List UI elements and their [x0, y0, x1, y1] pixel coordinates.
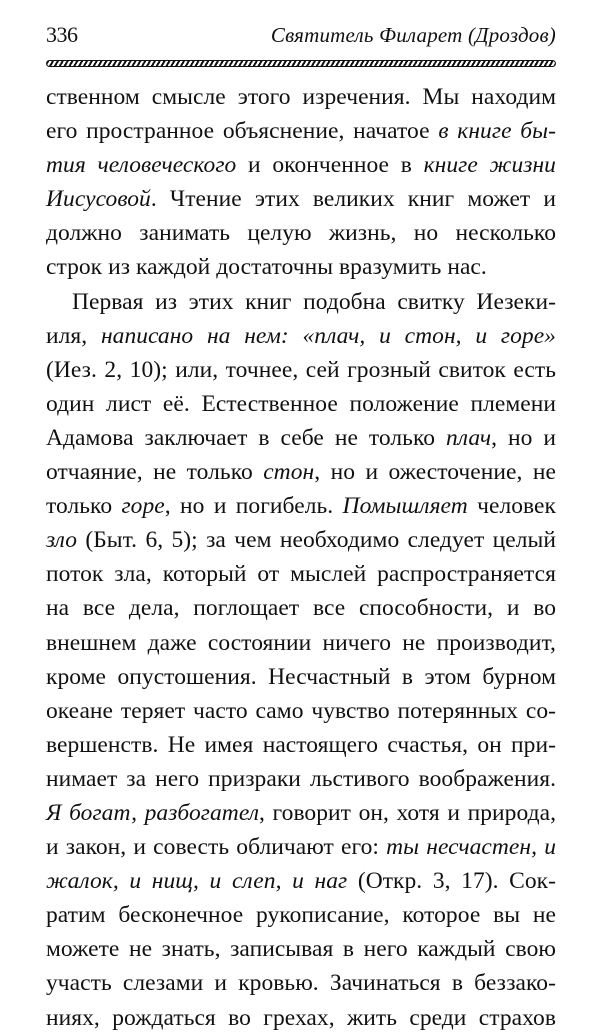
text-line	[46, 353, 556, 387]
italic-run: в книге бы-	[438, 118, 557, 145]
text-line	[46, 182, 556, 216]
text-run: внешнем даже состоянии ничего не производит,	[46, 629, 556, 656]
page-header	[46, 22, 556, 52]
text-line	[46, 421, 556, 455]
text-run: , но и погибель.	[164, 493, 343, 520]
text-run: участь слезами и кровью. Зачинаться в беззако-	[46, 970, 556, 997]
text-run: Адамова заключает в себе не только	[46, 424, 446, 451]
text-line	[46, 898, 556, 932]
text-run: один лист её. Естественное положение племени	[46, 390, 556, 417]
text-run: иля,	[46, 322, 101, 349]
text-line	[46, 796, 556, 830]
text-line	[46, 762, 556, 796]
text-line	[46, 694, 556, 728]
text-run: человек	[467, 493, 556, 520]
italic-run: тия человеческого	[46, 152, 237, 179]
text-line	[46, 489, 556, 523]
text-run: кроме опустошения. Несчастный в этом бурном	[46, 663, 556, 690]
italic-run: ты несчастен, и	[386, 834, 556, 861]
text-run: (Иез. 2, 10); или, точнее, сей грозный свиток есть	[46, 356, 556, 383]
text-run: отчаяние, не только	[46, 459, 264, 486]
text-line	[46, 864, 556, 898]
italic-run: Я богат, разбогател	[46, 799, 260, 826]
text-run: (Быт. 6, 5); за чем необходимо следует целый	[77, 527, 556, 554]
text-line	[46, 591, 556, 625]
italic-run: Помышляет	[342, 493, 468, 520]
text-run: , но и	[491, 424, 557, 451]
italic-run: написано на нем: «плач, и стон, и горе»	[100, 322, 556, 349]
text-run: вершенств. Не имея настоящего счастья, он при-	[46, 731, 556, 758]
text-run: и закон, и совесть обличают его:	[46, 834, 387, 861]
italic-run: Иисусовой	[46, 186, 151, 213]
text-run: (Откр. 3, 17). Сок-	[347, 868, 557, 895]
text-run: нимает за него призраки льстивого воображения.	[46, 765, 556, 792]
italic-run: книге жизни	[423, 152, 556, 179]
text-line	[46, 966, 556, 1000]
text-line	[46, 319, 556, 353]
text-run: и оконченное в	[236, 152, 424, 179]
italic-run: зло	[46, 527, 78, 554]
text-run: только	[46, 493, 122, 520]
text-line	[46, 216, 556, 250]
page-number: 336	[46, 22, 78, 47]
text-line	[46, 114, 556, 148]
text-run: Первая из этих книг подобна свитку Иезеки-	[72, 288, 556, 315]
text-line	[46, 728, 556, 762]
text-line	[46, 455, 556, 489]
text-run: поток зла, который от мыслей распространяется	[46, 561, 556, 588]
text-line	[46, 80, 556, 114]
rope-divider	[46, 60, 556, 67]
text-run: ственном смысле этого изречения. Мы находим	[46, 84, 556, 110]
running-title: Святитель Филарет (Дроздов)	[270, 23, 556, 47]
text-line	[46, 660, 556, 694]
text-run: океане теряет часто само чувство потерянных со-	[46, 697, 556, 724]
italic-run: жалок, и нищ, и слеп, и наг	[46, 868, 348, 895]
body-text	[46, 80, 556, 1035]
text-run: строк из каждой достаточны вразумить нас.	[46, 254, 487, 281]
text-run: ратим бесконечное рукописание, которое вы не	[46, 902, 556, 929]
text-line	[46, 148, 556, 182]
text-line	[46, 387, 556, 421]
text-run: ниях, рождаться во грехах, жить среди страхов	[46, 1004, 556, 1031]
text-run: можете не знать, записывая в него каждый свою	[46, 936, 556, 963]
text-line	[46, 626, 556, 660]
text-run: его пространное объяснение, начатое	[46, 118, 439, 145]
text-line	[46, 557, 556, 591]
text-run: . Чтение этих великих книг может и	[150, 186, 556, 213]
text-run: на все дела, поглощает все способности, и во	[46, 595, 556, 622]
paragraph-first-line	[46, 285, 556, 319]
italic-run: горе	[121, 493, 165, 520]
text-line	[46, 250, 556, 284]
italic-run: стон	[263, 459, 315, 486]
text-run: , но и ожесточение, не	[314, 459, 556, 486]
text-line	[46, 932, 556, 966]
text-run: , говорит он, хотя и природа,	[259, 799, 556, 826]
text-line	[46, 1001, 556, 1035]
text-run: должно занимать целую жизнь, но несколько	[46, 220, 556, 247]
italic-run: плач	[445, 424, 492, 451]
text-line	[46, 830, 556, 864]
text-line	[46, 523, 556, 557]
